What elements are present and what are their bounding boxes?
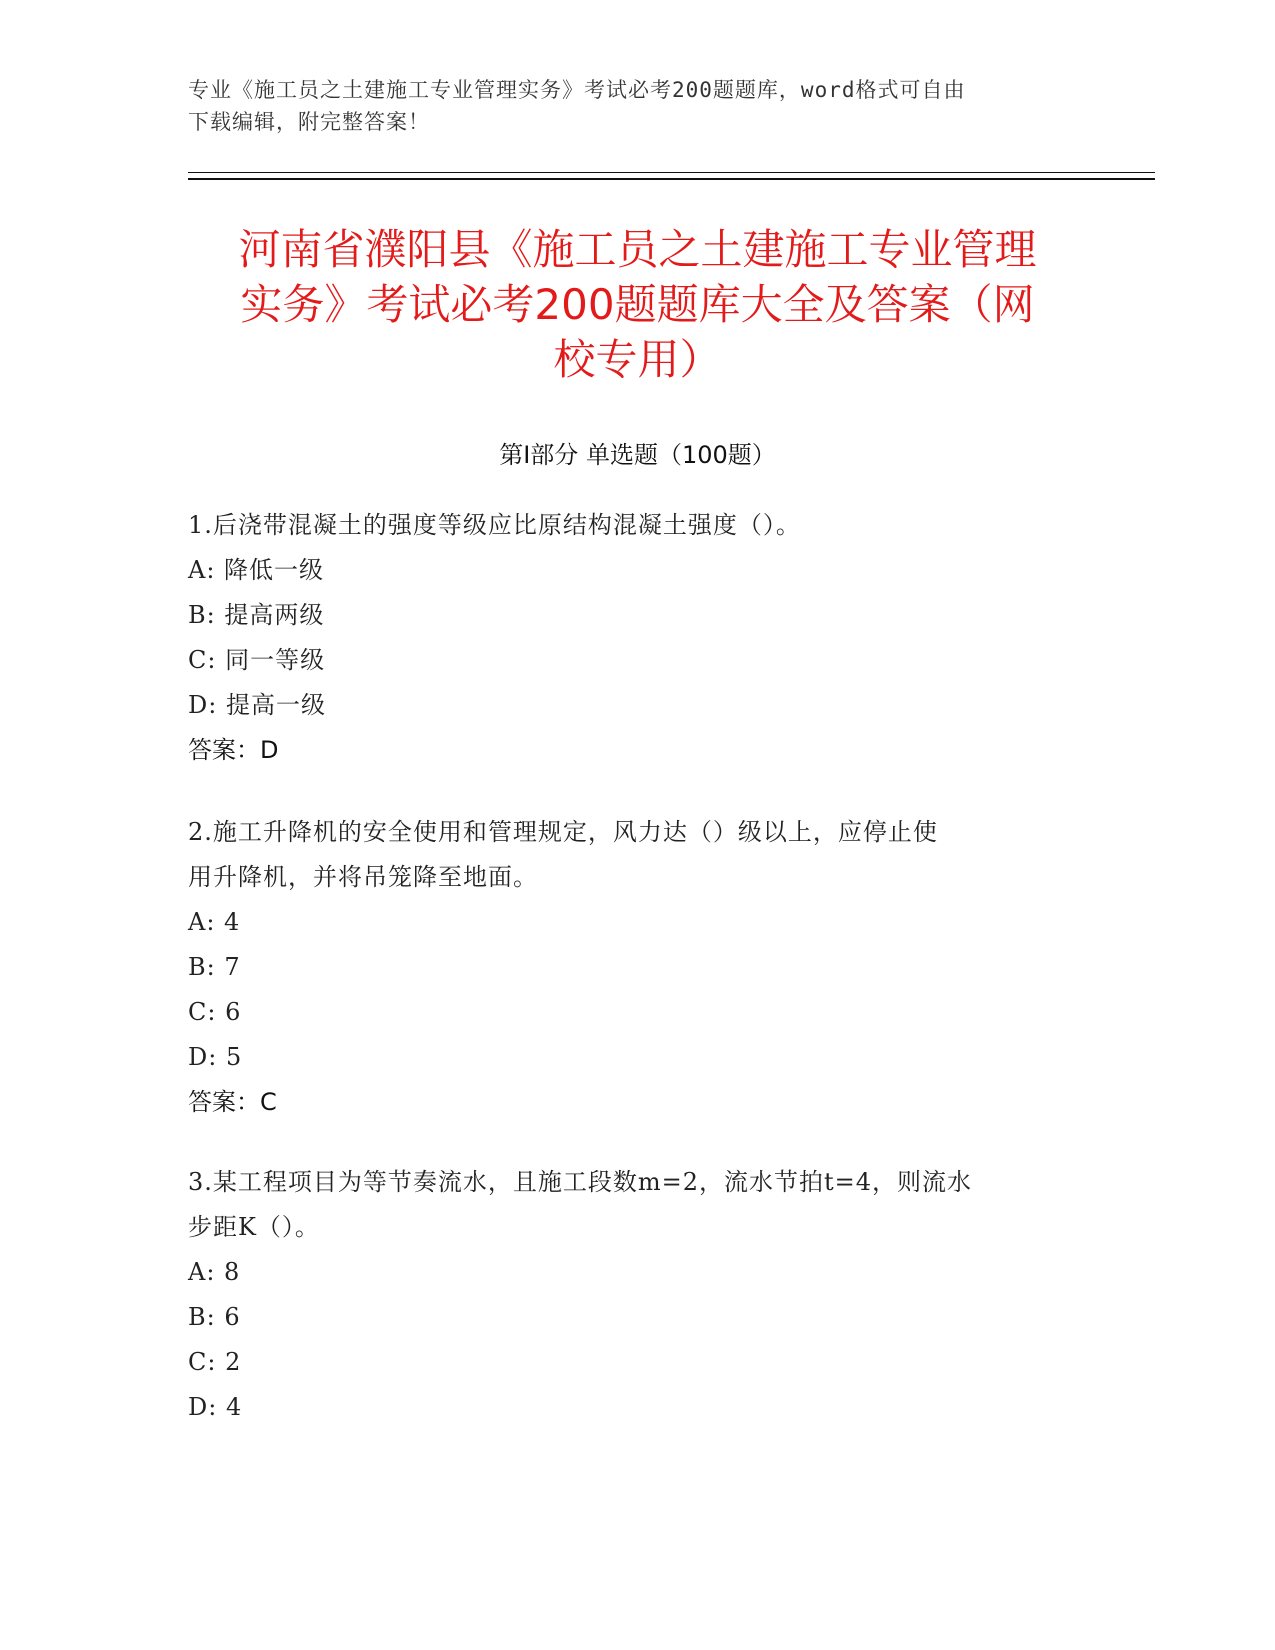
question-text-line: 2.施工升降机的安全使用和管理规定，风力达（）级以上，应停止使: [188, 818, 938, 846]
option-d: D: 5: [188, 1043, 243, 1071]
question-3: [188, 1160, 1088, 1430]
document-title-line: 实务》考试必考200题题库大全及答案（网: [240, 280, 1035, 329]
document-title-line: 河南省濮阳县《施工员之土建施工专业管理: [238, 225, 1037, 274]
document-title-line: 校专用）: [553, 335, 722, 384]
option-d: D: 4: [188, 1393, 243, 1421]
option-b: B: 6: [188, 1303, 241, 1331]
option-c: C: 6: [188, 998, 242, 1026]
option-a: A: 8: [188, 1258, 241, 1286]
option-d: D: 提高一级: [188, 691, 326, 719]
question-text-line: 1.后浇带混凝土的强度等级应比原结构混凝土强度（）。: [188, 511, 801, 539]
header-divider-thick: [188, 178, 1155, 180]
question-1: [188, 503, 1088, 773]
question-text-line: 3.某工程项目为等节奏流水，且施工段数m=2，流水节拍t=4，则流水: [188, 1168, 973, 1196]
option-a: A: 4: [188, 908, 241, 936]
header-divider-thin: [188, 172, 1155, 173]
answer-label: 答案：D: [188, 736, 279, 764]
option-a: A: 降低一级: [188, 556, 325, 584]
document-title: [160, 222, 1115, 387]
question-text: [188, 503, 1088, 548]
option-b: B: 7: [188, 953, 241, 981]
section-heading: 第Ⅰ部分 单选题（100题）: [499, 441, 776, 469]
question-text-line: 步距K（）。: [188, 1213, 320, 1241]
question-2: [188, 810, 1088, 1125]
option-c: C: 2: [188, 1348, 242, 1376]
question-text: [188, 1160, 1088, 1250]
question-text: [188, 810, 1088, 900]
header-note-line: 下载编辑，附完整答案！: [188, 110, 430, 134]
header-note: [188, 74, 1088, 138]
question-text-line: 用升降机，并将吊笼降至地面。: [188, 863, 538, 891]
option-b: B: 提高两级: [188, 601, 325, 629]
header-note-line: 专业《施工员之土建施工专业管理实务》考试必考200题题库，word格式可自由: [188, 78, 966, 102]
answer-label: 答案：C: [188, 1088, 277, 1116]
option-c: C: 同一等级: [188, 646, 326, 674]
